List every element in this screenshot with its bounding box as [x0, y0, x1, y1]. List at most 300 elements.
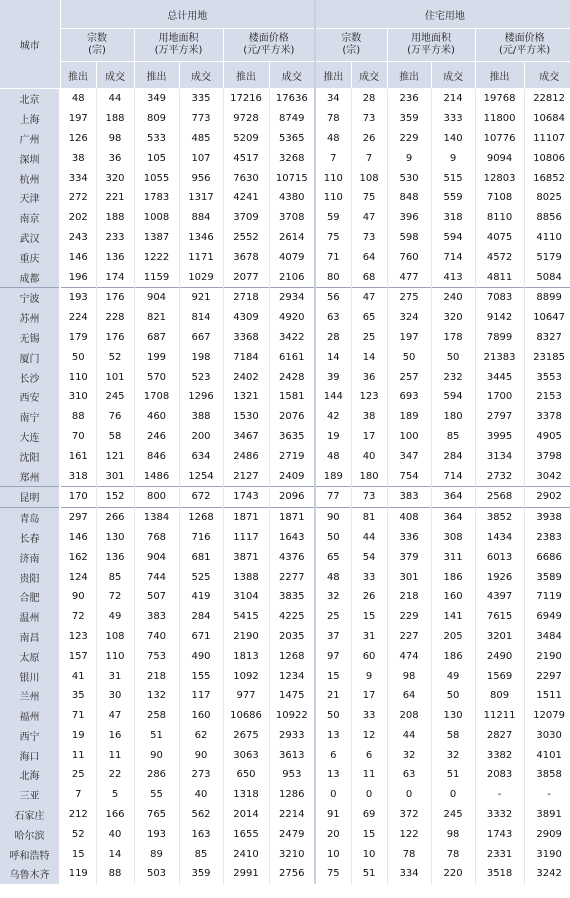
table-cell: 2675 — [223, 726, 269, 746]
table-cell: 2383 — [524, 528, 570, 548]
table-cell: 51 — [134, 726, 179, 746]
table-cell: 58 — [431, 726, 475, 746]
table-cell: 1234 — [269, 666, 315, 686]
launched-header: 推出 — [60, 62, 96, 89]
table-cell: 117 — [179, 686, 223, 706]
table-cell: 240 — [431, 287, 475, 307]
table-cell: 16 — [96, 726, 134, 746]
table-row — [0, 567, 570, 587]
table-cell: 14 — [315, 347, 351, 367]
table-cell: 198 — [179, 347, 223, 367]
table-cell: 4920 — [269, 308, 315, 328]
table-cell: 38 — [60, 148, 96, 168]
table-cell: 594 — [431, 387, 475, 407]
table-cell: 90 — [60, 587, 96, 607]
table-cell: 364 — [431, 507, 475, 527]
table-row — [0, 129, 570, 149]
table-cell: 336 — [387, 528, 431, 548]
table-cell: 8856 — [524, 208, 570, 228]
table-cell: 3368 — [223, 328, 269, 348]
table-row — [0, 507, 570, 527]
table-row — [0, 627, 570, 647]
table-cell: 318 — [60, 466, 96, 486]
table-cell: 754 — [387, 466, 431, 486]
table-cell: 740 — [134, 627, 179, 647]
table-cell: 2902 — [524, 486, 570, 507]
city-name: 西安 — [0, 387, 60, 407]
table-cell: 765 — [134, 805, 179, 825]
table-cell: 69 — [351, 805, 387, 825]
table-cell: 335 — [179, 89, 223, 109]
table-cell: 2614 — [269, 228, 315, 248]
table-cell: 334 — [387, 864, 431, 884]
table-cell: 800 — [134, 486, 179, 507]
table-cell: 2106 — [269, 267, 315, 287]
table-cell: 272 — [60, 188, 96, 208]
table-cell: 0 — [315, 785, 351, 805]
table-cell: 848 — [387, 188, 431, 208]
table-cell: 174 — [96, 267, 134, 287]
table-cell: 2410 — [223, 844, 269, 864]
table-cell: 956 — [179, 168, 223, 188]
launched-header: 推出 — [387, 62, 431, 89]
table-cell: 121 — [96, 446, 134, 466]
table-cell: 11 — [60, 745, 96, 765]
table-cell: 101 — [96, 367, 134, 387]
city-name: 贵阳 — [0, 567, 60, 587]
sold-header: 成交 — [431, 62, 475, 89]
table-row — [0, 607, 570, 627]
table-cell: 6 — [315, 745, 351, 765]
table-cell: 1530 — [223, 407, 269, 427]
table-row — [0, 785, 570, 805]
table-cell: 773 — [179, 109, 223, 129]
city-name: 昆明 — [0, 486, 60, 507]
table-cell: 7083 — [475, 287, 524, 307]
table-cell: 50 — [315, 528, 351, 548]
table-cell: 1321 — [223, 387, 269, 407]
table-cell: 2297 — [524, 666, 570, 686]
table-cell: 3635 — [269, 427, 315, 447]
table-cell: 229 — [387, 607, 431, 627]
table-cell: 13 — [315, 765, 351, 785]
table-cell: 1783 — [134, 188, 179, 208]
table-cell: 85 — [431, 427, 475, 447]
table-cell: 1486 — [134, 466, 179, 486]
table-cell: 98 — [96, 129, 134, 149]
table-cell: 221 — [96, 188, 134, 208]
table-cell: 301 — [96, 466, 134, 486]
table-cell: 28 — [315, 328, 351, 348]
table-cell: 379 — [387, 547, 431, 567]
table-cell: 2214 — [269, 805, 315, 825]
table-cell: 26 — [351, 587, 387, 607]
table-cell: 110 — [315, 168, 351, 188]
city-name: 济南 — [0, 547, 60, 567]
table-cell: 227 — [387, 627, 431, 647]
table-cell: 3134 — [475, 446, 524, 466]
table-row — [0, 666, 570, 686]
table-cell: 188 — [96, 208, 134, 228]
table-cell: 44 — [96, 89, 134, 109]
table-cell: 4101 — [524, 745, 570, 765]
table-cell: 20 — [315, 824, 351, 844]
table-row — [0, 864, 570, 884]
table-cell: 904 — [134, 547, 179, 567]
table-cell: 15 — [351, 607, 387, 627]
table-cell: 5209 — [223, 129, 269, 149]
total-price-header: 楼面价格 (元/平方米) — [223, 29, 315, 62]
table-cell: 152 — [96, 486, 134, 507]
table-cell: 507 — [134, 587, 179, 607]
table-cell: 10 — [351, 844, 387, 864]
table-cell: 1700 — [475, 387, 524, 407]
table-row — [0, 726, 570, 746]
table-cell: 503 — [134, 864, 179, 884]
table-cell: 21 — [315, 686, 351, 706]
table-cell: 136 — [96, 247, 134, 267]
table-cell: 36 — [351, 367, 387, 387]
table-cell: 72 — [60, 607, 96, 627]
table-cell: 7119 — [524, 587, 570, 607]
table-cell: 530 — [387, 168, 431, 188]
city-name: 成都 — [0, 267, 60, 287]
table-cell: 3063 — [223, 745, 269, 765]
table-cell: 3042 — [524, 466, 570, 486]
table-cell: 80 — [315, 267, 351, 287]
table-cell: 3798 — [524, 446, 570, 466]
city-name: 福州 — [0, 706, 60, 726]
table-cell: 19 — [60, 726, 96, 746]
table-cell: 176 — [96, 328, 134, 348]
table-cell: 9 — [387, 148, 431, 168]
table-cell: 6 — [351, 745, 387, 765]
city-name: 大连 — [0, 427, 60, 447]
table-cell: 189 — [387, 407, 431, 427]
table-cell: 130 — [96, 528, 134, 548]
table-cell: 65 — [315, 547, 351, 567]
table-cell: 1434 — [475, 528, 524, 548]
table-row — [0, 765, 570, 785]
table-cell: 55 — [134, 785, 179, 805]
table-cell: 523 — [179, 367, 223, 387]
table-cell: 60 — [351, 646, 387, 666]
table-cell: 50 — [387, 347, 431, 367]
table-cell: 3030 — [524, 726, 570, 746]
table-cell: 7 — [351, 148, 387, 168]
table-cell: 108 — [351, 168, 387, 188]
table-cell: 0 — [431, 785, 475, 805]
table-cell: 132 — [134, 686, 179, 706]
table-cell: 32 — [431, 745, 475, 765]
table-cell: 51 — [351, 864, 387, 884]
table-cell: 7 — [315, 148, 351, 168]
table-cell: 6013 — [475, 547, 524, 567]
table-cell: 5179 — [524, 247, 570, 267]
table-cell: 48 — [315, 129, 351, 149]
table-cell: 72 — [96, 587, 134, 607]
table-cell: 160 — [179, 706, 223, 726]
table-cell: 3378 — [524, 407, 570, 427]
table-cell: 19768 — [475, 89, 524, 109]
table-cell: 671 — [179, 627, 223, 647]
table-cell: 40 — [96, 824, 134, 844]
table-cell: 460 — [134, 407, 179, 427]
table-cell: 214 — [431, 89, 475, 109]
table-cell: 170 — [60, 486, 96, 507]
table-cell: 8899 — [524, 287, 570, 307]
table-cell: 16852 — [524, 168, 570, 188]
table-cell: 320 — [96, 168, 134, 188]
table-cell: 0 — [351, 785, 387, 805]
table-cell: 208 — [387, 706, 431, 726]
table-row — [0, 427, 570, 447]
launched-header: 推出 — [223, 62, 269, 89]
table-cell: 8327 — [524, 328, 570, 348]
table-cell: 25 — [60, 765, 96, 785]
table-cell: 15 — [60, 844, 96, 864]
table-cell: 3553 — [524, 367, 570, 387]
table-cell: 123 — [60, 627, 96, 647]
table-cell: 318 — [431, 208, 475, 228]
table-cell: 75 — [315, 228, 351, 248]
table-cell: 904 — [134, 287, 179, 307]
table-cell: 977 — [223, 686, 269, 706]
table-cell: 681 — [179, 547, 223, 567]
table-row — [0, 706, 570, 726]
table-cell: 26 — [351, 129, 387, 149]
table-cell: 311 — [431, 547, 475, 567]
table-row — [0, 528, 570, 548]
table-cell: 515 — [431, 168, 475, 188]
table-cell: 1317 — [179, 188, 223, 208]
table-cell: 32 — [387, 745, 431, 765]
table-cell: 90 — [315, 507, 351, 527]
table-cell: 9094 — [475, 148, 524, 168]
city-name: 南昌 — [0, 627, 60, 647]
table-cell: 884 — [179, 208, 223, 228]
table-cell: 485 — [179, 129, 223, 149]
table-cell: 6949 — [524, 607, 570, 627]
table-cell: 179 — [60, 328, 96, 348]
table-cell: 110 — [60, 367, 96, 387]
table-cell: 32 — [315, 587, 351, 607]
table-cell: 7615 — [475, 607, 524, 627]
table-cell: 286 — [134, 765, 179, 785]
table-cell: 8110 — [475, 208, 524, 228]
table-cell: 4241 — [223, 188, 269, 208]
table-cell: 2732 — [475, 466, 524, 486]
table-cell: 31 — [96, 666, 134, 686]
table-cell: 176 — [96, 287, 134, 307]
table-row — [0, 247, 570, 267]
table-cell: 1117 — [223, 528, 269, 548]
table-cell: 4811 — [475, 267, 524, 287]
table-cell: 5084 — [524, 267, 570, 287]
table-cell: 0 — [387, 785, 431, 805]
table-cell: 119 — [60, 864, 96, 884]
table-cell: 146 — [60, 528, 96, 548]
table-cell: - — [524, 785, 570, 805]
table-cell: 13 — [315, 726, 351, 746]
table-cell: 333 — [431, 109, 475, 129]
table-row — [0, 228, 570, 248]
table-row — [0, 646, 570, 666]
table-row — [0, 188, 570, 208]
table-cell: 110 — [315, 188, 351, 208]
table-cell: 308 — [431, 528, 475, 548]
table-cell: 70 — [60, 427, 96, 447]
table-cell: 1569 — [475, 666, 524, 686]
table-cell: 3938 — [524, 507, 570, 527]
table-row — [0, 367, 570, 387]
table-cell: 36 — [96, 148, 134, 168]
table-row — [0, 347, 570, 367]
city-name: 宁波 — [0, 287, 60, 307]
table-cell: 396 — [387, 208, 431, 228]
table-cell: 107 — [179, 148, 223, 168]
table-row — [0, 587, 570, 607]
total-count-header: 宗数 (宗) — [60, 29, 134, 62]
table-cell: 68 — [351, 267, 387, 287]
city-name: 杭州 — [0, 168, 60, 188]
table-cell: 634 — [179, 446, 223, 466]
table-cell: 4380 — [269, 188, 315, 208]
table-cell: 3268 — [269, 148, 315, 168]
table-cell: 10647 — [524, 308, 570, 328]
table-cell: 3242 — [524, 864, 570, 884]
table-cell: 1743 — [475, 824, 524, 844]
table-cell: 2933 — [269, 726, 315, 746]
table-cell: 3995 — [475, 427, 524, 447]
city-name: 厦门 — [0, 347, 60, 367]
city-name: 太原 — [0, 646, 60, 666]
table-cell: 38 — [351, 407, 387, 427]
table-cell: 10922 — [269, 706, 315, 726]
table-cell: 73 — [351, 486, 387, 507]
table-cell: 3201 — [475, 627, 524, 647]
table-cell: 59 — [315, 208, 351, 228]
table-cell: 4309 — [223, 308, 269, 328]
sold-header: 成交 — [351, 62, 387, 89]
table-cell: 5365 — [269, 129, 315, 149]
table-cell: 1092 — [223, 666, 269, 686]
table-cell: 232 — [431, 367, 475, 387]
city-name: 天津 — [0, 188, 60, 208]
table-cell: 760 — [387, 247, 431, 267]
table-cell: 2909 — [524, 824, 570, 844]
table-cell: 3678 — [223, 247, 269, 267]
table-row — [0, 208, 570, 228]
table-cell: 40 — [179, 785, 223, 805]
table-cell: 186 — [431, 646, 475, 666]
table-cell: 383 — [387, 486, 431, 507]
table-cell: 2127 — [223, 466, 269, 486]
table-cell: 4225 — [269, 607, 315, 627]
table-cell: 10715 — [269, 168, 315, 188]
city-name: 海口 — [0, 745, 60, 765]
table-cell: 17 — [351, 427, 387, 447]
table-row — [0, 824, 570, 844]
table-cell: 2797 — [475, 407, 524, 427]
table-cell: 2490 — [475, 646, 524, 666]
table-cell: 320 — [431, 308, 475, 328]
table-cell: 413 — [431, 267, 475, 287]
table-cell: 266 — [96, 507, 134, 527]
table-cell: 71 — [60, 706, 96, 726]
residential-land-header: 住宅用地 — [315, 0, 570, 29]
city-name: 南宁 — [0, 407, 60, 427]
table-cell: 3467 — [223, 427, 269, 447]
table-cell: 2035 — [269, 627, 315, 647]
table-cell: 4079 — [269, 247, 315, 267]
table-cell: 89 — [134, 844, 179, 864]
table-cell: 364 — [431, 486, 475, 507]
table-cell: 163 — [179, 824, 223, 844]
table-cell: 347 — [387, 446, 431, 466]
table-cell: 4905 — [524, 427, 570, 447]
city-name: 兰州 — [0, 686, 60, 706]
table-cell: 10776 — [475, 129, 524, 149]
table-cell: 180 — [431, 407, 475, 427]
table-cell: 77 — [315, 486, 351, 507]
table-cell: 474 — [387, 646, 431, 666]
table-cell: 50 — [60, 347, 96, 367]
table-cell: 17 — [351, 686, 387, 706]
table-cell: 3835 — [269, 587, 315, 607]
table-cell: 10684 — [524, 109, 570, 129]
table-row — [0, 109, 570, 129]
table-cell: 4110 — [524, 228, 570, 248]
table-cell: 477 — [387, 267, 431, 287]
city-name: 温州 — [0, 607, 60, 627]
table-cell: 25 — [351, 328, 387, 348]
table-cell: 162 — [60, 547, 96, 567]
table-cell: 7108 — [475, 188, 524, 208]
table-cell: 594 — [431, 228, 475, 248]
table-cell: 141 — [431, 607, 475, 627]
table-cell: 2719 — [269, 446, 315, 466]
launched-header: 推出 — [134, 62, 179, 89]
table-cell: 372 — [387, 805, 431, 825]
table-cell: 75 — [315, 864, 351, 884]
table-cell: 41 — [60, 666, 96, 686]
table-cell: 1318 — [223, 785, 269, 805]
table-cell: 1268 — [269, 646, 315, 666]
table-cell: 78 — [315, 109, 351, 129]
table-cell: 3891 — [524, 805, 570, 825]
launched-header: 推出 — [475, 62, 524, 89]
table-cell: 58 — [96, 427, 134, 447]
city-name: 重庆 — [0, 247, 60, 267]
table-cell: 3332 — [475, 805, 524, 825]
table-cell: 81 — [351, 507, 387, 527]
table-cell: 301 — [387, 567, 431, 587]
table-cell: 4075 — [475, 228, 524, 248]
table-cell: 2756 — [269, 864, 315, 884]
table-cell: 193 — [134, 824, 179, 844]
table-cell: 30 — [96, 686, 134, 706]
table-cell: 2077 — [223, 267, 269, 287]
table-cell: 64 — [387, 686, 431, 706]
table-cell: 180 — [351, 466, 387, 486]
table-cell: 1813 — [223, 646, 269, 666]
table-cell: 12 — [351, 726, 387, 746]
table-cell: 753 — [134, 646, 179, 666]
city-name: 乌鲁木齐 — [0, 864, 60, 884]
table-cell: 130 — [431, 706, 475, 726]
table-cell: 667 — [179, 328, 223, 348]
